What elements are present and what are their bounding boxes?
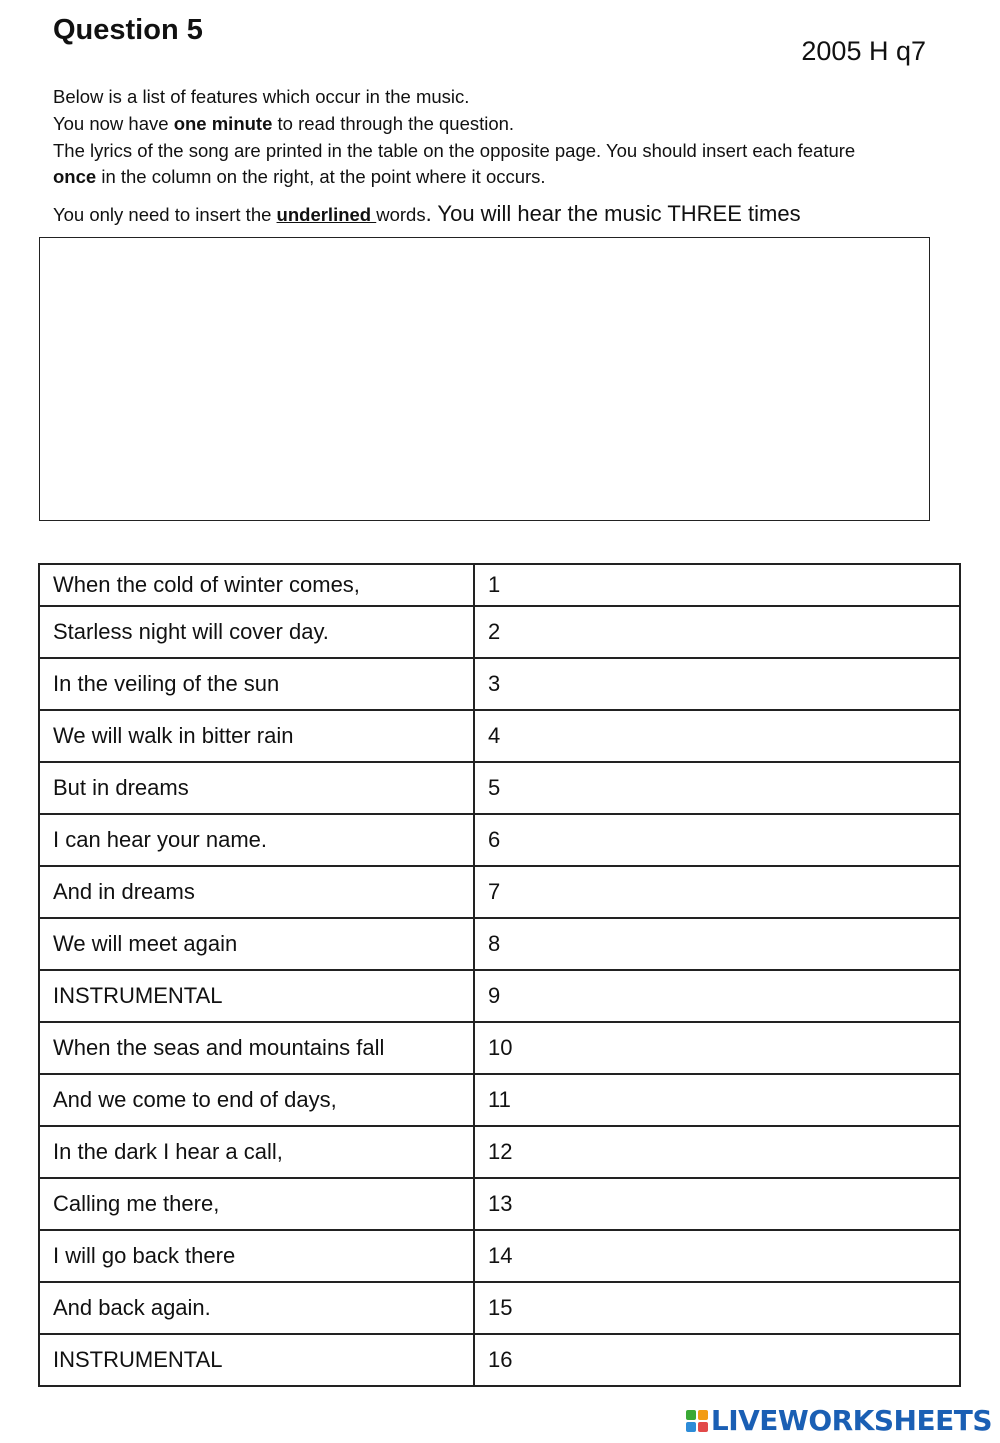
instruction-line-1: Below is a list of features which occur in the music. xyxy=(53,86,470,107)
logo-tile-blue xyxy=(686,1422,696,1432)
table-row xyxy=(39,762,960,814)
answer-cell[interactable] xyxy=(474,1126,960,1178)
table-row xyxy=(39,814,960,866)
table-row xyxy=(39,918,960,970)
answer-cell[interactable] xyxy=(474,1282,960,1334)
table-row xyxy=(39,1178,960,1230)
table-row xyxy=(39,658,960,710)
lyric-cell: Starless night will cover day. xyxy=(39,606,474,658)
table-row xyxy=(39,1334,960,1386)
row-number: 5 xyxy=(488,775,501,800)
question-reference: 2005 H q7 xyxy=(801,36,926,66)
lyric-cell: And we come to end of days, xyxy=(39,1074,474,1126)
table-row xyxy=(39,1230,960,1282)
question-title: Question 5 xyxy=(53,14,203,46)
answer-cell[interactable] xyxy=(474,1074,960,1126)
table-row xyxy=(39,1126,960,1178)
answer-cell[interactable] xyxy=(474,564,960,606)
lyrics-table xyxy=(38,563,961,1387)
answer-cell[interactable] xyxy=(474,970,960,1022)
answer-cell[interactable] xyxy=(474,814,960,866)
instruction-line-5-end: . You will hear the music THREE times xyxy=(425,201,801,226)
table-row xyxy=(39,606,960,658)
instruction-line-5-start: You only need to insert the xyxy=(53,204,277,225)
instruction-line-2 xyxy=(53,113,514,135)
lyric-cell: We will walk in bitter rain xyxy=(39,710,474,762)
answer-cell[interactable] xyxy=(474,658,960,710)
table-row xyxy=(39,1282,960,1334)
answer-cell[interactable] xyxy=(474,606,960,658)
table-row xyxy=(39,710,960,762)
table-row xyxy=(39,866,960,918)
row-number: 1 xyxy=(488,572,501,597)
lyric-cell: When the cold of winter comes, xyxy=(39,564,474,606)
row-number: 9 xyxy=(488,983,501,1008)
row-number: 8 xyxy=(488,931,501,956)
lyric-cell: Calling me there, xyxy=(39,1178,474,1230)
table-row xyxy=(39,1022,960,1074)
lyric-cell: INSTRUMENTAL xyxy=(39,1334,474,1386)
lyric-cell: And in dreams xyxy=(39,866,474,918)
answer-cell[interactable] xyxy=(474,1230,960,1282)
instruction-line-2-end: to read through the question. xyxy=(272,113,515,134)
logo-text: LIVEWORKSHEETS xyxy=(710,1404,992,1437)
table-row xyxy=(39,564,960,606)
lyric-cell: But in dreams xyxy=(39,762,474,814)
lyric-cell: When the seas and mountains fall xyxy=(39,1022,474,1074)
row-number: 10 xyxy=(488,1035,513,1060)
lyric-cell: INSTRUMENTAL xyxy=(39,970,474,1022)
row-number: 13 xyxy=(488,1191,513,1216)
answer-cell[interactable] xyxy=(474,918,960,970)
lyric-cell: And back again. xyxy=(39,1282,474,1334)
row-number: 11 xyxy=(488,1087,511,1112)
row-number: 7 xyxy=(488,879,501,904)
underlined-word: underlined xyxy=(276,204,377,225)
lyric-cell: I will go back there xyxy=(39,1230,474,1282)
logo-tile-green xyxy=(686,1410,696,1420)
answer-cell[interactable] xyxy=(474,710,960,762)
logo-tile-red xyxy=(698,1422,708,1432)
features-list-box xyxy=(39,237,930,521)
answer-cell[interactable] xyxy=(474,762,960,814)
instruction-line-5 xyxy=(53,201,801,227)
answer-cell[interactable] xyxy=(474,866,960,918)
answer-cell[interactable] xyxy=(474,1022,960,1074)
liveworksheets-logo-icon xyxy=(686,1410,708,1432)
row-number: 2 xyxy=(488,619,501,644)
row-number: 4 xyxy=(488,723,501,748)
lyric-cell: I can hear your name. xyxy=(39,814,474,866)
answer-cell[interactable] xyxy=(474,1334,960,1386)
row-number: 6 xyxy=(488,827,501,852)
table-row xyxy=(39,1074,960,1126)
instruction-line-5-mid: words xyxy=(376,204,426,225)
liveworksheets-logo xyxy=(686,1404,992,1437)
instruction-line-2-bold: one minute xyxy=(173,113,273,134)
logo-tile-orange xyxy=(698,1410,708,1420)
row-number: 14 xyxy=(488,1243,513,1268)
lyric-cell: In the veiling of the sun xyxy=(39,658,474,710)
instruction-line-4 xyxy=(53,166,546,188)
instruction-line-4-end: in the column on the right, at the point where it occurs. xyxy=(96,166,546,187)
row-number: 12 xyxy=(488,1139,513,1164)
row-number: 15 xyxy=(488,1295,513,1320)
table-row xyxy=(39,970,960,1022)
lyric-cell: We will meet again xyxy=(39,918,474,970)
row-number: 16 xyxy=(488,1347,513,1372)
row-number: 3 xyxy=(488,671,501,696)
instruction-line-4-bold: once xyxy=(53,166,97,187)
lyric-cell: In the dark I hear a call, xyxy=(39,1126,474,1178)
answer-cell[interactable] xyxy=(474,1178,960,1230)
instruction-line-3: The lyrics of the song are printed in the table on the opposite page. You should insert each feature xyxy=(53,140,856,161)
instruction-line-2-start: You now have xyxy=(53,113,174,134)
